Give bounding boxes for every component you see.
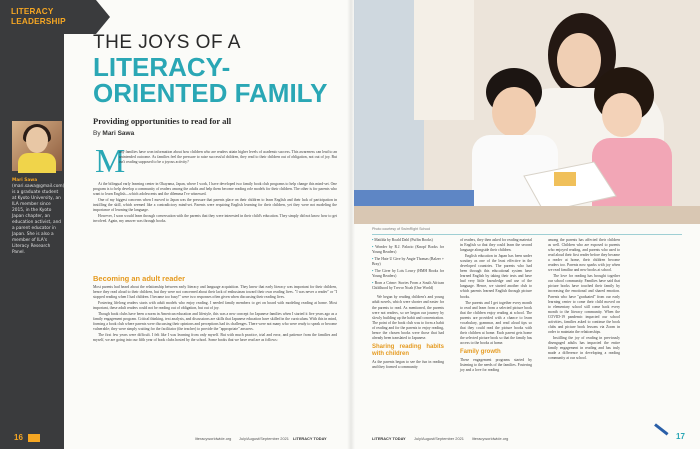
right-column-1	[372, 238, 444, 371]
right-col3-paragraph-1: among the parents has affected their children as well. Children who are exposed to parents who enjoyed reading, and parents who used to read aloud their first reader before they became a reader at home, their children become readers too. Parents now sparks with joy when we read familiar and new books at school.	[548, 238, 620, 273]
byline-author: Mari Sawa	[102, 130, 135, 137]
right-page	[350, 0, 700, 449]
title-line-3: ORIENTED FAMILY	[93, 78, 328, 108]
book-list-item: • The Hate U Give by Angie Thomas (Balzer + Bray)	[372, 257, 444, 267]
author-photo	[12, 121, 62, 171]
heading-family-growth: Family growth	[460, 348, 501, 355]
right-col2-paragraph-1: of readers, they then asked for reading material in English so that they could learn the second language alongside their children.	[460, 238, 532, 253]
author-bio-name: Mari Sawa	[12, 178, 38, 183]
heading-sharing-reading: Sharing reading habits with children	[372, 343, 444, 357]
right-footer-section: LITERACY TODAY	[372, 436, 406, 441]
ila-logo-badge	[28, 434, 40, 442]
section-label: LITERACY LEADERSHIP	[11, 7, 66, 26]
right-col1-paragraph-2: As the parents began to see the fun in reading and they formed a community	[372, 359, 444, 369]
right-col3-paragraph-3: Instilling the joy of reading in previously disengaged adults has impacted the entire family engagement in reading and has truly made a difference in developing a reading community at our school.	[548, 335, 620, 361]
book-list-item: • The Giver by Lois Lowry (HMH Books for Young Readers)	[372, 269, 444, 279]
page-fold-shadow	[347, 0, 355, 449]
adult-paragraph-4: The first few years were difficult. I felt like I was learning from only myself. But with much practice, trial and error, and patience from the families and myself, we are going into our fifth year of book clubs hosted by the school. Some books that we have read are as follows:	[93, 333, 337, 343]
book-list-item: • Born a Crime: Stories From a South African Childhood by Trevor Noah (One World)	[372, 281, 444, 291]
right-column-2	[460, 238, 532, 374]
right-col3-paragraph-2: The love for reading has brought together our school community. Families have said that picture books have touched their family by increasing the emotional and shared emotion. Parents who have "graduated" from our early learning center to come their child moved on to elementary school still come back every month to the literacy community. When the COVID-19 pandemic impacted our school activities, families asked to continue the book clubs and picture book lessons via Zoom in order to maintain the relationships.	[548, 274, 620, 334]
title-line-1: THE JOYS OF A	[93, 32, 241, 53]
author-bio-text: (mari.sawa@gmail.com) is a graduate student at Kyoto University, an ILA member since 2015, in the Kyoto Japan chapter, an education activist, and a parent educator in Japan. She is also a member of ILA's Literacy Research Panel.	[12, 184, 65, 255]
intro-paragraph-2: At the bilingual early learning center in Okayama, Japan, where I work, I have developed two family book club programs to help change this mind-set. One program is to help develop a community of readers among the adults and help them become reading role models for their children. The other is for parents who want to learn English—which adolescents and the dilemma I've witnessed.	[93, 182, 337, 197]
intro-body	[93, 182, 337, 225]
adult-reader-section	[93, 274, 337, 345]
subtitle: Providing opportunities to read for all	[93, 116, 232, 126]
author-bio	[12, 178, 65, 256]
right-col2-paragraph-3: The parents and I get together every month to read and learn from a selected picture book that the children enjoy reading at school. The parents are provided with a chance to learn vocabulary, grammar, and read aloud tips so that they could read the picture books with their children at home. Each parent gets home the selected picture book so that the family has access to the books at home.	[460, 300, 532, 345]
adult-paragraph-3: Though book clubs have been a norm in American education and lifestyle, this was a new concept for Japanese families when I started it five years ago as a family engagement program. Critical thinking, text analysis, and discussions are skills that Japanese education have skilled in the curriculum. With this in mind, forming a book club where parents were discussing their opinions and perceptions had its challenges. There were not many who were ready to speak or become vulnerable; they were simply waiting for the facilitator (the teacher) to provide the "appropriate" answers.	[93, 312, 337, 332]
left-page-number: 16	[14, 433, 23, 442]
right-footer-issue: July/August/September 2021	[414, 436, 464, 441]
intro-paragraph-3: One of my biggest concerns when I moved to Japan was the pressure that parents place on their children to learn English and their lack of participation in instilling the skill, which seemed like a contradictory mind-set. Parents were requiring English learning for their children, yet they were not modeling the importance of learning the language.	[93, 198, 337, 213]
title-main	[93, 54, 343, 106]
family-reading-photo	[354, 0, 700, 224]
right-col1-paragraph-1: We began by reading children's and young adult novels, which were shorter and easier for the parents to read. As mentioned, the parents were not readers, so we began our journey by slowly building up the habit and concentration. The point of the book club was to form a habit of reading and for the parents to enjoy reading, hence the chosen books were those that had already been translated to Japanese.	[372, 295, 444, 340]
right-column-3	[548, 238, 620, 362]
drop-cap: M	[95, 143, 126, 180]
right-col2-paragraph-2: English education in Japan has been under scrutiny as one of the least effective in the developed countries. The parents who had been through this educational system have learned English by taking their tests and have had very little knowledge and use of the language. Hence, we started another club to which parents learned English through picture books.	[460, 254, 532, 299]
adult-paragraph-1: Most parents had heard about the relationship between early literacy and language acquisition. They knew that early literacy was important for their children, hence they read aloud to their children, but they were not concerned about their lack of enthusiasm toward their own reading lives. "I was never a reader" or "I stopped reading when I had children. I became too busy!" were two responses often given when discussing their reading lives.	[93, 285, 337, 300]
heading-adult-reader: Becoming an adult reader	[93, 274, 186, 283]
title-line-2: LITERACY-	[93, 52, 231, 82]
right-page-number: 17	[676, 432, 685, 441]
family-photo-illustration	[354, 0, 700, 224]
book-list	[372, 238, 444, 291]
photo-caption: Photo courtesy of SwimRight School	[372, 227, 431, 231]
byline-prefix: By	[93, 130, 101, 137]
byline	[93, 130, 134, 137]
left-footer-site: literacyworldwide.org	[195, 436, 232, 441]
book-list-item: • Wonder by R.J. Palacio (Knopf Books for Young Readers)	[372, 245, 444, 255]
adult-paragraph-2: Fostering lifelong readers starts with adult models who enjoy reading. I needed family members to get on board with modeling reading at home. Most important, these adult readers could not be reading out of obligation, but out of joy.	[93, 301, 337, 311]
left-footer-publication: LITERACY TODAY	[293, 436, 327, 441]
intro-paragraph-4: However, I soon would learn through conversation with the parents that they were interested in their child's education. They simply did not know how to get involved. Again, my answer was through books.	[93, 214, 337, 224]
book-list-item: • Matilda by Roald Dahl (Puffin Books)	[372, 238, 444, 243]
intro-paragraph-1: any families have won information about how children who are readers attain higher levels of academic success. This awareness can lead to an unintended outcome. As families feel the pressure to raise successful children, they read to their children out of obligation, not out of joy. But isn't reading supposed to be a joyous activity?	[119, 150, 337, 165]
left-footer	[0, 430, 350, 446]
right-footer-site: literacyworldwide.org	[472, 436, 509, 441]
left-footer-issue: July/August/September 2021	[239, 436, 289, 441]
intro-first-lines	[119, 150, 337, 166]
right-col2-paragraph-4: These engagement programs started by listening to the needs of the families. Fostering joy and a love for reading	[460, 357, 532, 373]
column-top-rule	[372, 234, 682, 235]
